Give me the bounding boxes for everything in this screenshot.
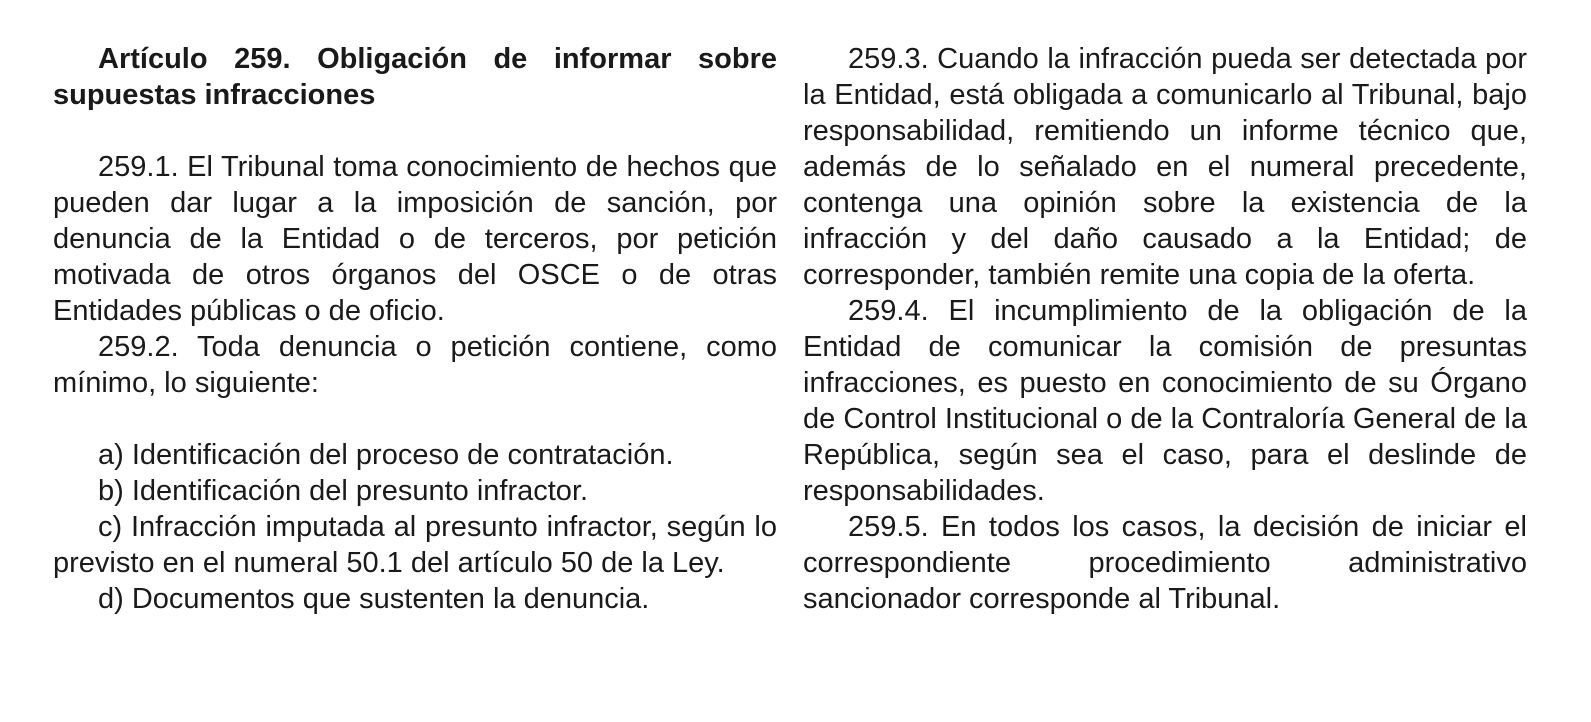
article-heading: Artículo 259. Obligación de informar sobre supuestas infracciones <box>53 43 777 111</box>
list-item-d: d) Documentos que sustenten la denuncia. <box>98 583 650 615</box>
left-column <box>53 41 777 617</box>
spacer <box>53 113 777 149</box>
paragraph-259-4: 259.4. El incumplimiento de la obligación de la Entidad de comunicar la comisión de presuntas infracciones, es puesto en conocimiento de su Órgano de Control Institucional o de la Contraloría General de la República, según sea el caso, para el deslinde de responsabilidades. <box>803 295 1527 507</box>
right-column <box>803 41 1527 617</box>
paragraph-259-1: 259.1. El Tribunal toma conocimiento de hechos que pueden dar lugar a la imposición de sanción, por denuncia de la Entidad o de terceros, por petición motivada de otros órganos del OSCE o de otras Entidades públicas o de oficio. <box>53 151 777 327</box>
list-item-b: b) Identificación del presunto infractor. <box>98 475 589 507</box>
paragraph-259-2: 259.2. Toda denuncia o petición contiene, como mínimo, lo siguiente: <box>53 331 777 399</box>
list-item-c: c) Infracción imputada al presunto infractor, según lo previsto en el numeral 50.1 del artículo 50 de la Ley. <box>53 511 777 579</box>
paragraph-259-3: 259.3. Cuando la infracción pueda ser detectada por la Entidad, está obligada a comunicarlo al Tribunal, bajo responsabilidad, remitiendo un informe técnico que, además de lo señalado en el numeral precedente, contenga una opinión sobre la existencia de la infracción y del daño causado a la Entidad; de corresponder, también remite una copia de la oferta. <box>803 43 1527 291</box>
spacer <box>53 401 777 437</box>
list-item-a: a) Identificación del proceso de contratación. <box>98 439 674 471</box>
paragraph-259-5: 259.5. En todos los casos, la decisión de iniciar el correspondiente procedimiento administrativo sancionador corresponde al Tribunal. <box>803 511 1527 615</box>
